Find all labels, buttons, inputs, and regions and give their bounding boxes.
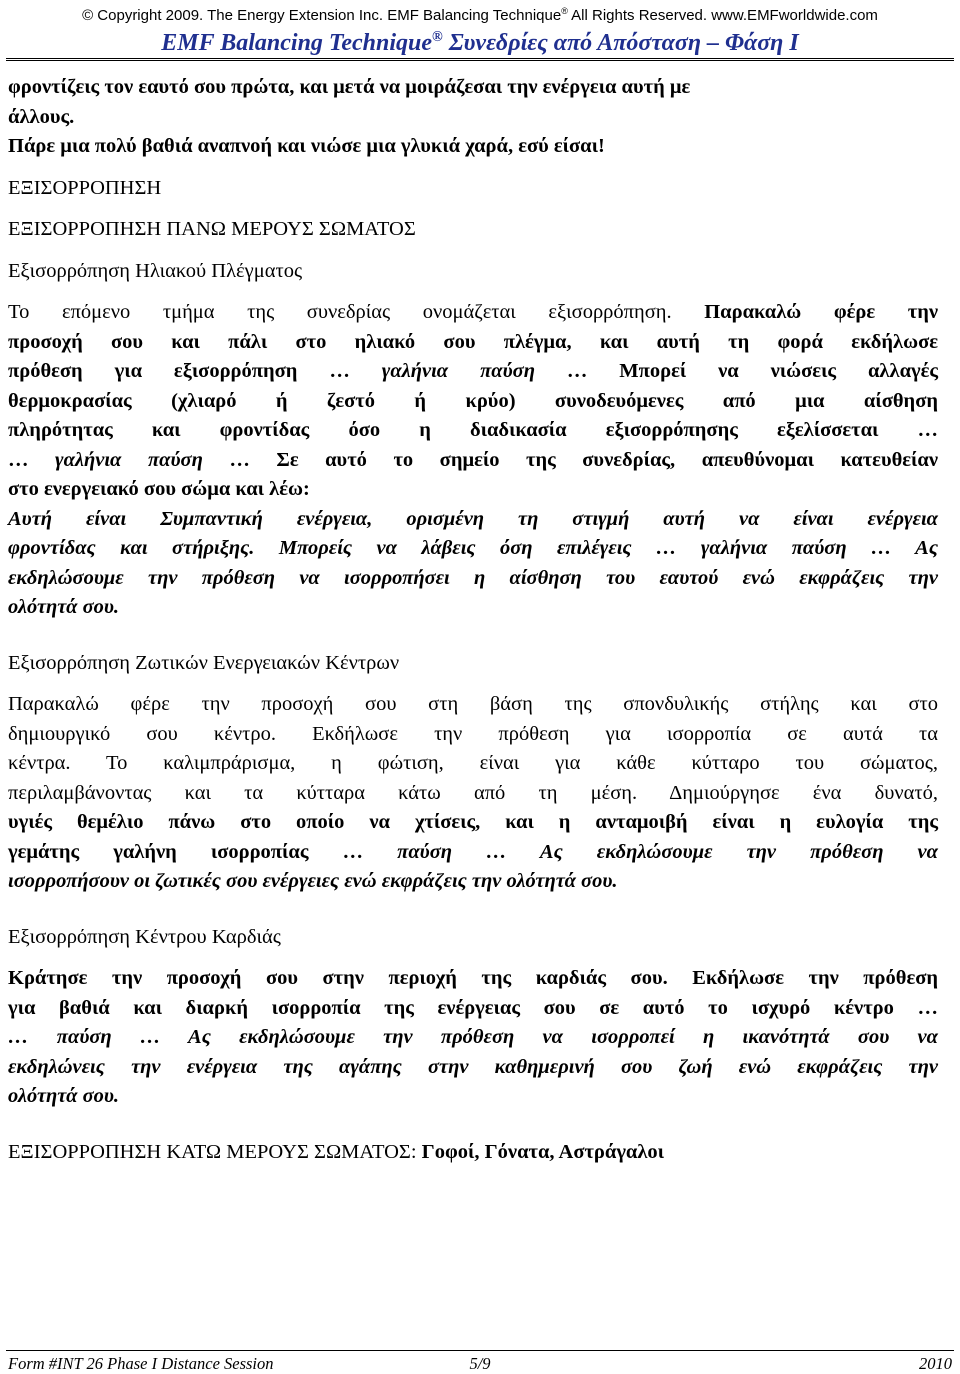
paragraph-line: κέντρα. Το καλιμπράρισμα, η φώτιση, είναι για κάθε κύτταρο του σώματος, [8, 752, 938, 774]
paragraph-line: Αυτή είναι Συμπαντική ενέργεια, ορισμένη τη στιγμή αυτή να είναι ενέργεια [8, 507, 938, 530]
paragraph-line: εκδηλώνεις την ενέργεια της αγάπης στην καθημερινή σου ζωή ενώ εκφράζεις την [8, 1055, 938, 1078]
paragraph-line: δημιουργικό σου κέντρο. Εκδήλωσε την πρόθεση για ισορροπία σε αυτά τα [8, 722, 938, 745]
footer-year: 2010 [919, 1354, 952, 1373]
paragraph-line: πρόθεση για εξισορρόπηση … γαλήνια παύση … Μπορεί να νιώσεις αλλαγές [8, 360, 939, 382]
header-title-subtitle: Συνεδρίες από Απόσταση – Φάση Ι [442, 30, 799, 56]
section-heading-balancing: ΕΞΙΣΟΡΡΟΠΗΣΗ [8, 176, 162, 199]
paragraph-line: … παύση … Ας εκδηλώσουμε την πρόθεση να ισορροπεί η ικανότητά σου να [8, 1026, 938, 1048]
intro-line: άλλους. [8, 105, 75, 128]
intro-line: Πάρε μια πολύ βαθιά αναπνοή και νιώσε μια γλυκιά χαρά, εσύ είσαι! [8, 135, 605, 157]
registered-mark: ® [561, 6, 568, 16]
section-heading-lower-body: ΕΞΙΣΟΡΡΟΠΗΣΗ ΚΑΤΩ ΜΕΡΟΥΣ ΣΩΜΑΤΟΣ: Γοφοί, Γόνατα, Αστράγαλοι [8, 1140, 665, 1163]
vital-centers-paragraph [8, 690, 938, 897]
footer-divider [6, 1350, 954, 1351]
header-title [0, 22, 960, 58]
solar-plexus-paragraph [8, 298, 938, 623]
paragraph-line: περιλαμβάνοντας και τα κύτταρα κάτω από τη μέση. Δημιούργησε ένα δυνατό, [8, 781, 938, 804]
paragraph-line: Το επόμενο τμήμα της συνεδρίας ονομάζεται εξισορρόπηση. Παρακαλώ φέρε την [8, 301, 938, 323]
paragraph-line: πληρότητας και φροντίδας όσο η διαδικασία εξισορρόπησης εξελίσσεται … [8, 419, 938, 441]
paragraph-line: θερμοκρασίας (χλιαρό ή ζεστό ή κρύο) συνοδευόμενες από μια αίσθηση [8, 389, 938, 412]
paragraph-line: φροντίδας και στήριξης. Μπορείς να λάβεις όση επιλέγεις … γαλήνια παύση … Ας [8, 537, 938, 559]
paragraph-line: στο ενεργειακό σου σώμα και λέω: [8, 478, 310, 500]
paragraph-line: ισορροπήσουν οι ζωτικές σου ενέργειες ενώ εκφράζεις την ολότητά σου. [8, 870, 618, 892]
paragraph-line: προσοχή σου και πάλι στο ηλιακό σου πλέγμα, και αυτή τη φορά εκδήλωσε [8, 330, 938, 353]
paragraph-line: … γαλήνια παύση … Σε αυτό το σημείο της συνεδρίας, απευθύνομαι κατευθείαν [8, 448, 938, 471]
header-title-brand: EMF Balancing Technique [161, 30, 433, 56]
registered-mark: ® [432, 29, 443, 45]
paragraph-line: γεμάτης γαλήνη ισορροπίας … παύση … Ας εκδηλώσουμε την πρόθεση να [8, 840, 938, 863]
page-number: 5/9 [469, 1354, 491, 1373]
paragraph-line: ολότητά σου. [8, 596, 120, 618]
paragraph-line: υγιές θεμέλιο πάνω στο οποίο να χτίσεις, και η ανταμοιβή είναι η ευλογία της [8, 811, 938, 833]
section-heading-upper-body: ΕΞΙΣΟΡΡΟΠΗΣΗ ΠΑΝΩ ΜΕΡΟΥΣ ΣΩΜΑΤΟΣ [8, 218, 416, 240]
paragraph-line: ολότητά σου. [8, 1085, 120, 1107]
paragraph-line: Παρακαλώ φέρε την προσοχή σου στη βάση της σπονδυλικής στήλης και στο [8, 693, 938, 715]
document-body [8, 73, 938, 1167]
intro-line: φροντίζεις τον εαυτό σου πρώτα, και μετά να μοιράζεσαι την ενέργεια αυτή με [8, 76, 691, 98]
subheading-solar-plexus: Εξισορρόπηση Ηλιακού Πλέγματος [8, 259, 303, 282]
paragraph-line: Κράτησε την προσοχή σου στην περιοχή της καρδιάς σου. Εκδήλωσε την πρόθεση [8, 967, 938, 989]
copyright-url: All Rights Reserved. www.EMFworldwide.com [567, 7, 878, 24]
paragraph-line: εκδηλώσουμε την πρόθεση να ισορροπήσει η αίσθηση του εαυτού ενώ εκφράζεις την [8, 566, 938, 589]
copyright-text: © Copyright 2009. The Energy Extension Inc. EMF Balancing Technique [82, 7, 562, 24]
heart-center-paragraph [8, 964, 938, 1112]
form-id: Form #INT 26 Phase I Distance Session [8, 1354, 274, 1373]
paragraph-line: για βαθιά και διαρκή ισορροπία της ενέργειας σου σε αυτό το ισχυρό κέντρο … [8, 996, 938, 1019]
subheading-heart-center: Εξισορρόπηση Κέντρου Καρδιάς [8, 925, 281, 948]
header-divider [6, 58, 954, 61]
subheading-vital-centers: Εξισορρόπηση Ζωτικών Ενεργειακών Κέντρων [8, 651, 400, 674]
